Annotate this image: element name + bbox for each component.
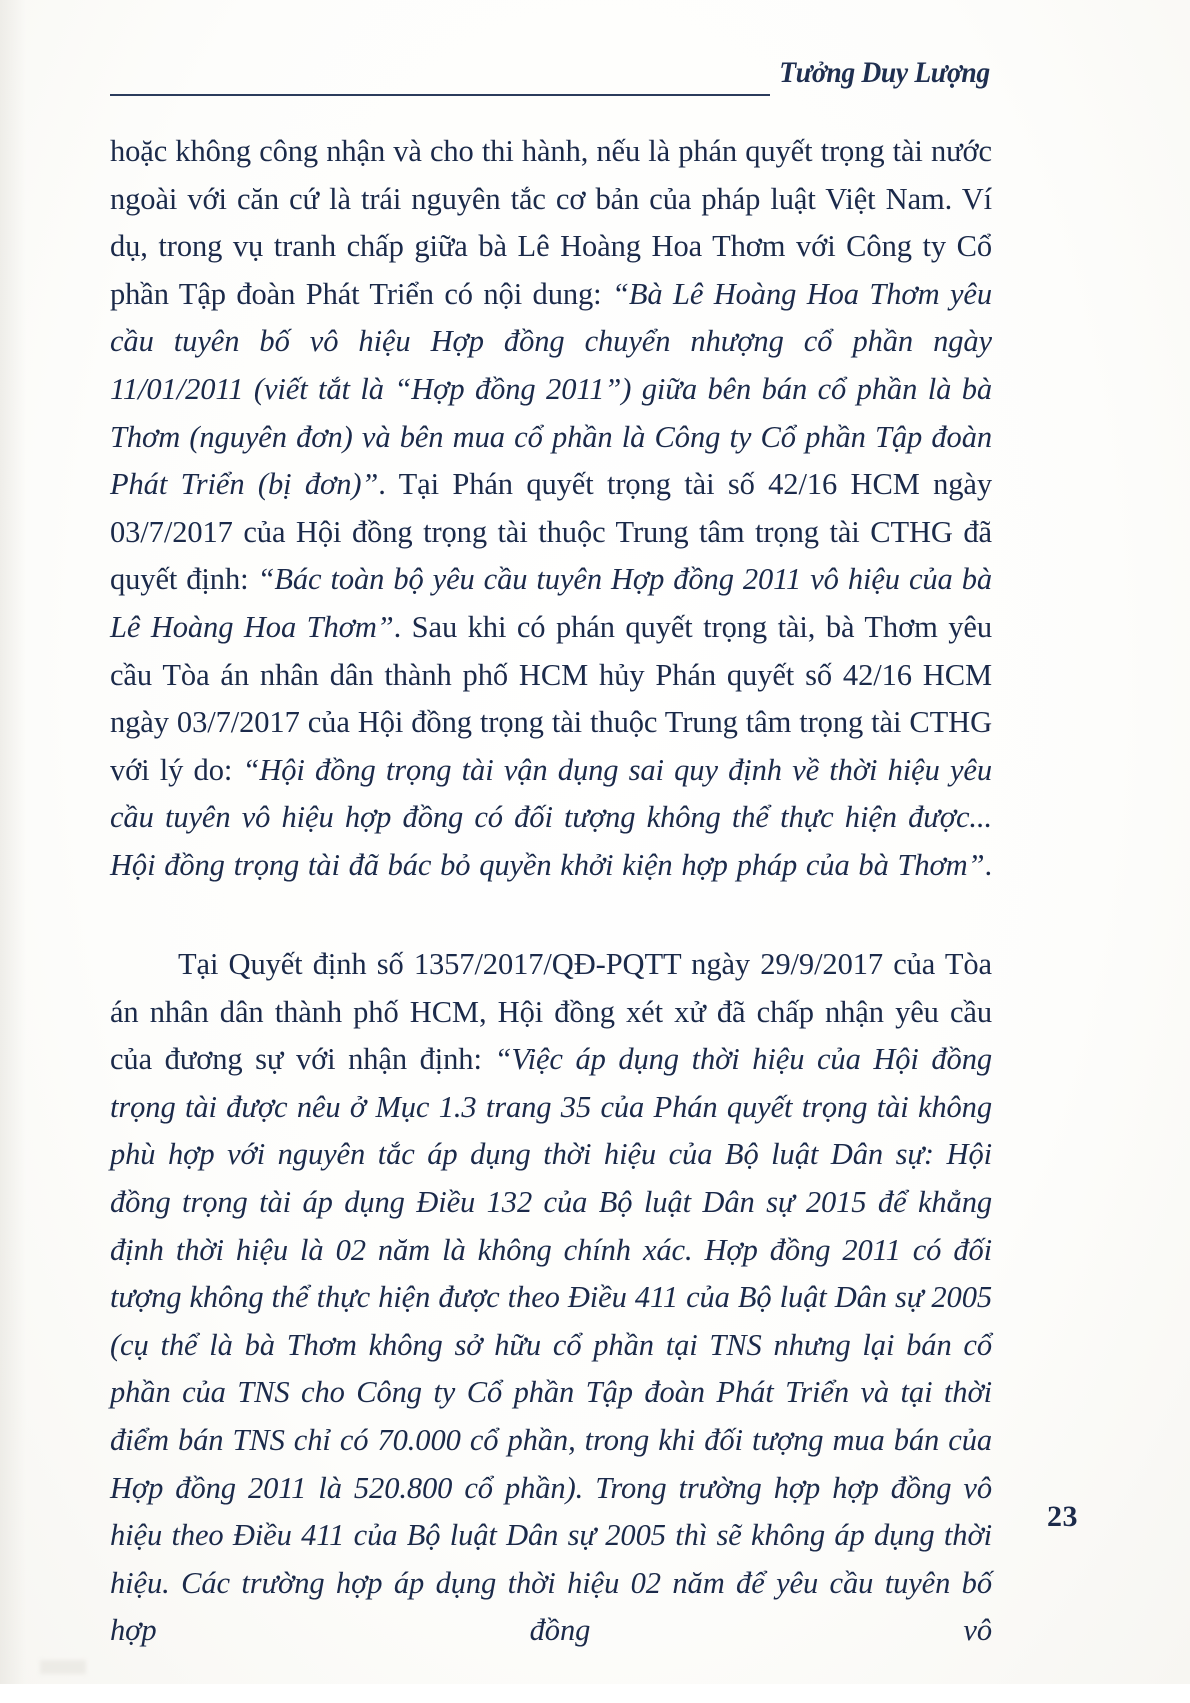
body-text-column — [110, 128, 992, 1703]
scan-artifact — [40, 1660, 86, 1674]
page-number: 23 — [1047, 1500, 1078, 1533]
running-header — [110, 56, 990, 102]
paragraph-continuation: hoặc không công nhận và cho thi hành, nếu là phán quyết trọng tài nước ngoài với căn cứ là trái nguyên tắc cơ bản của pháp luật Việt Nam. Ví dụ, trong vụ tranh chấp giữa bà Lê Hoàng Hoa Thơm với Công ty Cổ phần Tập đoàn Phát Triển có nội dung: “Bà Lê Hoàng Hoa Thơm yêu cầu tuyên bố vô hiệu Hợp đồng chuyển nhượng cổ phần ngày 11/01/2011 (viết tắt là “Hợp đồng 2011”) giữa bên bán cổ phần là bà Thơm (nguyên đơn) và bên mua cổ phần là Công ty Cổ phần Tập đoàn Phát Triển (bị đơn)”. Tại Phán quyết trọng tài số 42/16 HCM ngày 03/7/2017 của Hội đồng trọng tài thuộc Trung tâm trọng tài CTHG đã quyết định: “Bác toàn bộ yêu cầu tuyên Hợp đồng 2011 vô hiệu của bà Lê Hoàng Hoa Thơm”. Sau khi có phán quyết trọng tài, bà Thơm yêu cầu Tòa án nhân dân thành phố HCM hủy Phán quyết số 42/16 HCM ngày 03/7/2017 của Hội đồng trọng tài thuộc Trung tâm trọng tài CTHG với lý do: “Hội đồng trọng tài vận dụng sai quy định về thời hiệu yêu cầu tuyên vô hiệu hợp đồng có đối tượng không thể thực hiện được... Hội đồng trọng tài đã bác bỏ quyền khởi kiện hợp pháp của bà Thơm”. — [110, 134, 992, 882]
header-author-name: Tưởng Duy Lượng — [779, 56, 990, 89]
scan-edge-shadow — [0, 0, 26, 1684]
paragraph-second: Tại Quyết định số 1357/2017/QĐ-PQTT ngày 29/9/2017 của Tòa án nhân dân thành phố HCM, Hội đồng xét xử đã chấp nhận yêu cầu của đương sự với nhận định: “Việc áp dụng thời hiệu của Hội đồng trọng tài được nêu ở Mục 1.3 trang 35 của Phán quyết trọng tài không phù hợp với nguyên tắc áp dụng thời hiệu của Bộ luật Dân sự: Hội đồng trọng tài áp dụng Điều 132 của Bộ luật Dân sự 2015 để khẳng định thời hiệu là 02 năm là không chính xác. Hợp đồng 2011 có đối tượng không thể thực hiện được theo Điều 411 của Bộ luật Dân sự 2005 (cụ thể là bà Thơm không sở hữu cổ phần tại TNS nhưng lại bán cổ phần của TNS cho Công ty Cổ phần Tập đoàn Phát Triển và tại thời điểm bán TNS chỉ có 70.000 cổ phần, trong khi đối tượng mua bán của Hợp đồng 2011 là 520.800 cổ phần). Trong trường hợp hợp đồng vô hiệu theo Điều 411 của Bộ luật Dân sự 2005 thì sẽ không áp dụng thời hiệu. Các trường hợp áp dụng thời hiệu 02 năm để yêu cầu tuyên bố hợp đồng vô — [110, 947, 992, 1648]
header-rule — [110, 94, 770, 96]
